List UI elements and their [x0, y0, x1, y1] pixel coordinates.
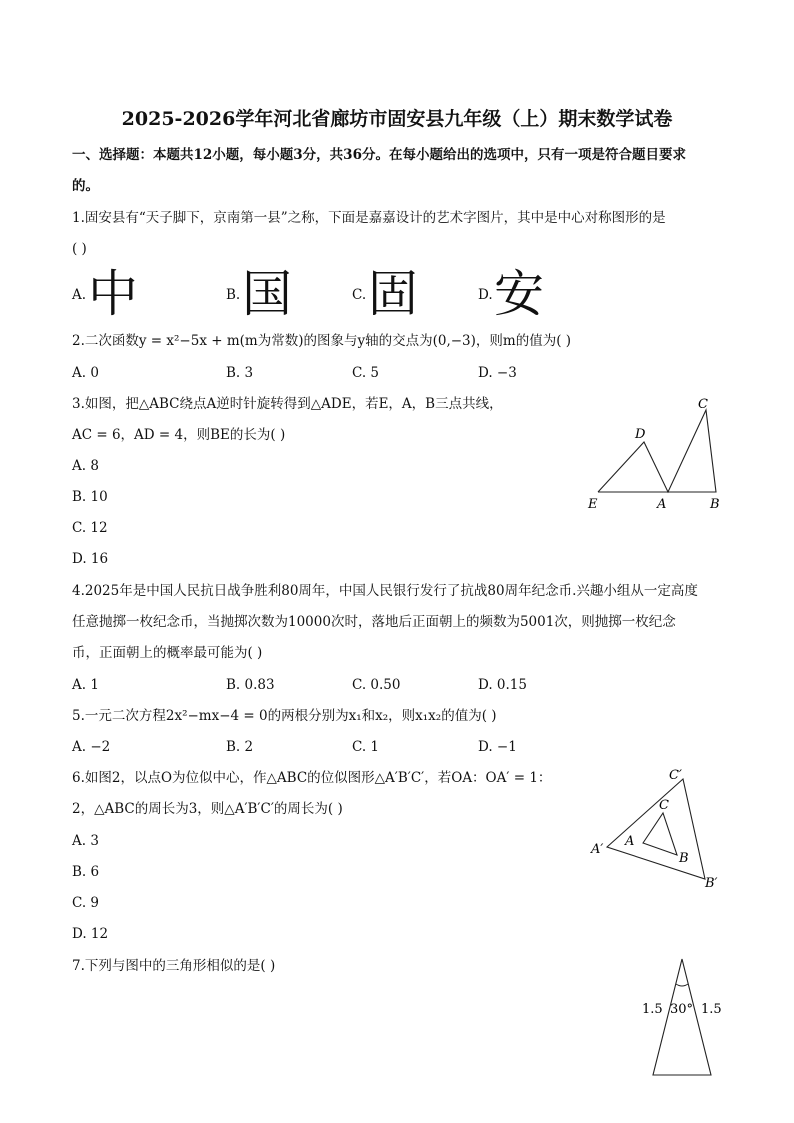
question-7-stem: 7.下列与图中的三角形相似的是( ) [72, 958, 276, 974]
q6-option-b: B. 6 [72, 864, 100, 880]
q2-option-d: D. −3 [478, 365, 517, 381]
q3-option-a: A. 8 [72, 458, 99, 474]
question-3-stem-cont: AC = 6，AD = 4，则BE的长为( ) [72, 427, 286, 443]
q7-label-left-side: 1.5 [642, 1002, 663, 1017]
q3-option-d: D. 16 [72, 551, 109, 567]
q5-option-a: A. −2 [72, 739, 111, 755]
q4-option-d: D. 0.15 [478, 677, 527, 693]
q6-label-b: B [679, 851, 689, 866]
question-5-stem: 5.一元二次方程2x²−mx−4 = 0的两根分别为x₁和x₂，则x₁x₂的值为( ) [72, 708, 497, 724]
q3-label-a: A [657, 497, 667, 512]
q2-option-a: A. 0 [72, 365, 99, 381]
question-4-stem-cont2: 币，正面朝上的概率最可能为( ) [72, 645, 263, 661]
q4-option-c: C. 0.50 [352, 677, 401, 693]
q6-label-c-prime: C′ [669, 768, 682, 783]
q1-option-a-char: 中 [88, 265, 138, 323]
q3-option-b: B. 10 [72, 489, 108, 505]
q4-option-a: A. 1 [72, 677, 99, 693]
q1-option-d-char: 安 [494, 265, 544, 323]
question-6-stem-cont: 2，△ABC的周长为3，则△A′B′C′的周长为( ) [72, 801, 343, 817]
question-1-stem: 1.固安县有“天子脚下，京南第一县”之称，下面是嘉嘉设计的艺术字图片，其中是中心对称图形的是 [72, 210, 666, 226]
page-title: 2025-2026学年河北省廊坊市固安县九年级（上）期末数学试卷 [121, 108, 673, 130]
q4-option-b: B. 0.83 [226, 677, 275, 693]
section-heading-cont: 的。 [72, 178, 99, 194]
q1-option-d-label: D. [478, 287, 493, 303]
q5-option-d: D. −1 [478, 739, 517, 755]
q3-option-c: C. 12 [72, 520, 108, 536]
q3-label-b: B [710, 497, 720, 512]
question-6-stem: 6.如图2，以点O为位似中心，作△ABC的位似图形△A′B′C′，若OA：OA′ = 1： [72, 770, 552, 786]
section-heading: 一、选择题：本题共12小题，每小题3分，共36分。在每小题给出的选项中，只有一项是符合题目要求 [72, 147, 686, 163]
q6-label-c: C [659, 798, 669, 813]
q6-label-a-prime: A′ [591, 842, 604, 857]
q6-label-b-prime: B′ [705, 876, 718, 891]
question-1-stem-cont: ( ) [72, 241, 87, 257]
q3-label-d: D [635, 427, 646, 442]
q1-option-b-label: B. [226, 287, 241, 303]
q3-label-c: C [698, 397, 708, 412]
q6-option-d: D. 12 [72, 926, 109, 942]
q7-triangle-figure [640, 955, 725, 1080]
q6-label-a: A [625, 834, 635, 849]
q3-rotation-figure [580, 390, 730, 515]
q2-option-c: C. 5 [352, 365, 380, 381]
q1-option-a-label: A. [72, 287, 87, 303]
q3-label-e: E [588, 497, 598, 512]
question-3-stem: 3.如图，把△ABC绕点A逆时针旋转得到△ADE，若E，A，B三点共线， [72, 396, 503, 412]
q1-option-b-char: 国 [242, 265, 292, 323]
question-2-stem: 2.二次函数y = x²−5x + m(m为常数)的图象与y轴的交点为(0,−3)，则m的值为( ) [72, 333, 572, 349]
q1-option-c-label: C. [352, 287, 367, 303]
q6-homothety-figure [585, 765, 730, 895]
q7-label-angle: 30° [670, 1002, 694, 1017]
q5-option-b: B. 2 [226, 739, 254, 755]
question-4-stem: 4.2025年是中国人民抗日战争胜利80周年，中国人民银行发行了抗战80周年纪念币.兴趣小组从一定高度 [72, 583, 698, 599]
q7-label-right-side: 1.5 [701, 1002, 722, 1017]
q2-option-b: B. 3 [226, 365, 254, 381]
question-4-stem-cont: 任意抛掷一枚纪念币，当抛掷次数为10000次时，落地后正面朝上的频数为5001次，则抛掷一枚纪念 [72, 614, 676, 630]
q6-option-a: A. 3 [72, 833, 99, 849]
q6-option-c: C. 9 [72, 895, 100, 911]
q5-option-c: C. 1 [352, 739, 380, 755]
q1-option-c-char: 固 [368, 265, 418, 323]
